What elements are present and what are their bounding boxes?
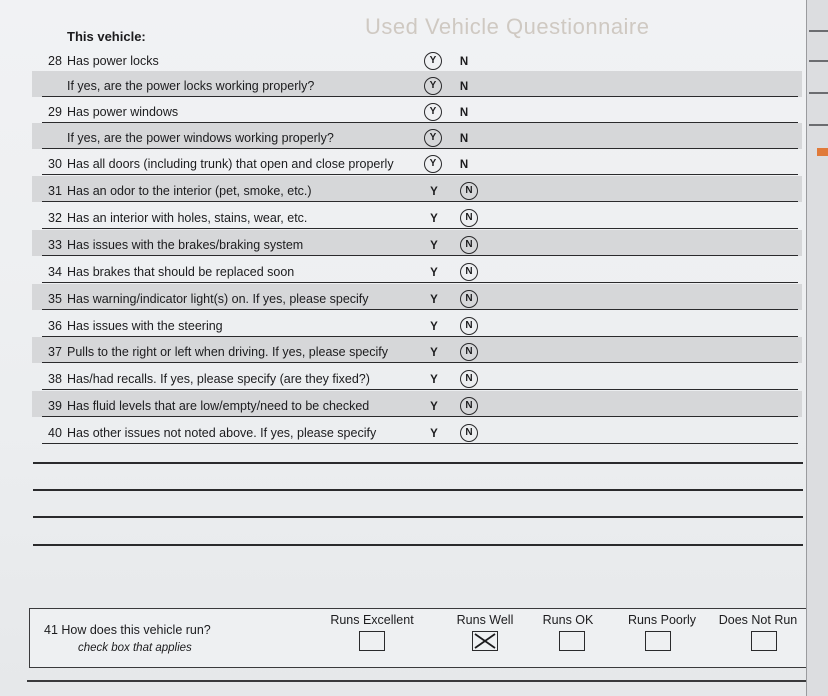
checkmark-x-icon [473,632,497,650]
question-number: 28 [48,54,62,68]
question-text: Has all doors (including trunk) that open and close properly [67,157,394,171]
row-underline [42,416,798,418]
question-number: 30 [48,157,62,171]
question-text: Has warning/indicator light(s) on. If yes, please specify [67,292,369,306]
no-option[interactable]: N [460,263,478,281]
question-text: Has power locks [67,54,159,68]
question-text: Has brakes that should be replaced soon [67,265,295,279]
no-option[interactable]: N [460,209,478,227]
no-option[interactable]: N [459,159,469,171]
yes-option[interactable]: Y [430,347,438,359]
question-text: Has fluid levels that are low/empty/need to be checked [67,399,370,413]
row-underline [42,282,798,284]
question-row [32,123,802,149]
run-option-label: Runs OK [542,613,594,627]
no-option[interactable]: N [460,290,478,308]
question-row [32,149,802,175]
checkbox-runs-excellent[interactable] [359,631,385,651]
question-row [32,203,802,229]
question-row [32,337,802,363]
yes-option[interactable]: Y [430,294,438,306]
question-text: Has/had recalls. If yes, please specify (are they fixed?) [67,372,370,386]
checkbox-runs-poorly[interactable] [645,631,671,651]
question-row [32,257,802,283]
blank-answer-line[interactable] [33,544,803,546]
faded-form-title: Used Vehicle Questionnaire [365,14,650,39]
row-underline [42,389,798,391]
question-text: If yes, are the power locks working properly? [67,79,315,93]
checkbox-does-not-run[interactable] [751,631,777,651]
row-underline [42,443,798,445]
question-text: Has issues with the brakes/braking system [67,238,304,252]
blank-answer-line[interactable] [33,489,803,491]
yes-option[interactable]: Y [424,52,442,70]
yes-option[interactable]: Y [424,103,442,121]
question-row [32,364,802,390]
question-text: If yes, are the power windows working properly? [67,131,334,145]
question-number: 36 [48,319,62,333]
question-row [32,71,802,97]
question-number: 38 [48,372,62,386]
question-row [32,418,802,444]
question-row [32,311,802,337]
row-underline [42,174,798,176]
question-text: Has an interior with holes, stains, wear, etc. [67,211,308,225]
question-text: Pulls to the right or left when driving. If yes, please specify [67,345,388,359]
question-number: 35 [48,292,62,306]
question-number: 31 [48,184,62,198]
yes-option[interactable]: Y [430,213,438,225]
question-number: 29 [48,105,62,119]
no-option[interactable]: N [460,397,478,415]
question-row [32,391,802,417]
run-option-label: Runs Well [456,613,514,627]
question-number: 32 [48,211,62,225]
row-underline [42,309,798,311]
no-option[interactable]: N [460,370,478,388]
question-41-label: 41 How does this vehicle run? [44,623,211,637]
question-number: 34 [48,265,62,279]
section-heading: This vehicle: [67,29,146,44]
question-41-box [29,608,813,668]
yes-option[interactable]: Y [424,155,442,173]
adjacent-page-edge [806,0,828,696]
blank-answer-line[interactable] [33,462,803,464]
no-option[interactable]: N [459,107,469,119]
bottom-rule [27,680,813,682]
run-option-label: Runs Excellent [330,613,414,627]
question-text: Has power windows [67,105,179,119]
blank-answer-line[interactable] [33,516,803,518]
yes-option[interactable]: Y [430,321,438,333]
yes-option[interactable]: Y [430,186,438,198]
row-underline [42,255,798,257]
question-number: 33 [48,238,62,252]
no-option[interactable]: N [460,424,478,442]
question-row [32,176,802,202]
yes-option[interactable]: Y [424,77,442,95]
question-number: 39 [48,399,62,413]
checkbox-runs-ok[interactable] [559,631,585,651]
question-row [32,230,802,256]
run-option-label: Does Not Run [718,613,798,627]
no-option[interactable]: N [460,236,478,254]
row-underline [42,201,798,203]
yes-option[interactable]: Y [430,240,438,252]
question-row [32,97,802,123]
no-option[interactable]: N [459,81,469,93]
no-option[interactable]: N [460,343,478,361]
no-option[interactable]: N [460,317,478,335]
no-option[interactable]: N [459,133,469,145]
question-text: Has issues with the steering [67,319,223,333]
yes-option[interactable]: Y [430,428,438,440]
no-option[interactable]: N [460,182,478,200]
question-row [32,46,802,72]
question-row [32,284,802,310]
question-text: Has other issues not noted above. If yes, please specify [67,426,377,440]
yes-option[interactable]: Y [430,401,438,413]
question-number: 40 [48,426,62,440]
yes-option[interactable]: Y [430,267,438,279]
question-number: 37 [48,345,62,359]
question-text: Has an odor to the interior (pet, smoke, etc.) [67,184,312,198]
run-option-label: Runs Poorly [627,613,697,627]
question-41-hint: check box that applies [78,642,192,654]
yes-option[interactable]: Y [424,129,442,147]
row-underline [42,362,798,364]
yes-option[interactable]: Y [430,374,438,386]
no-option[interactable]: N [459,56,469,68]
checkbox-runs-well[interactable] [472,631,498,651]
row-underline [42,228,798,230]
